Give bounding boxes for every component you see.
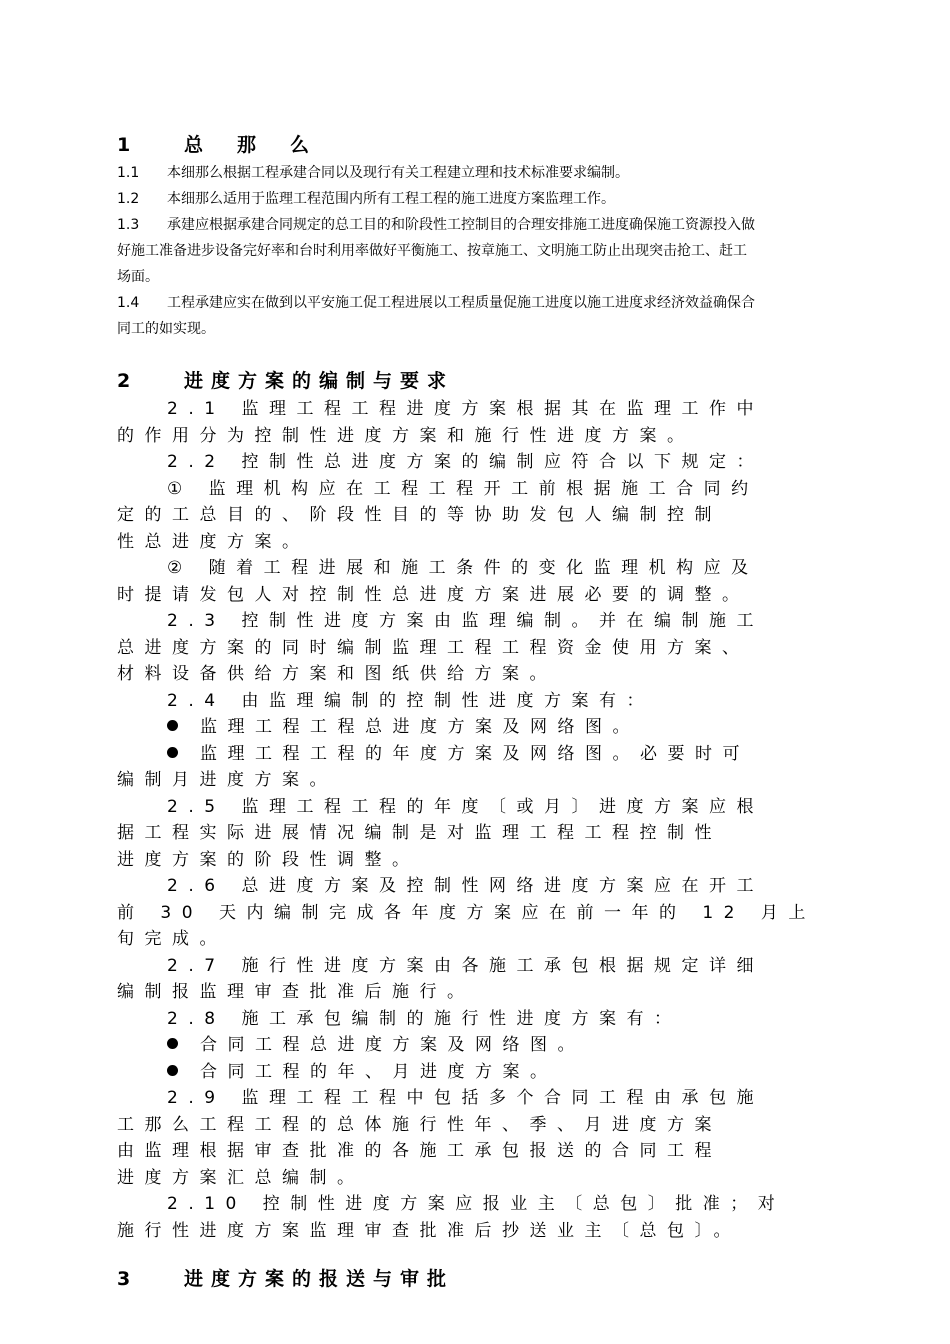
paragraph-text: 同工的如实现。 <box>117 321 215 337</box>
line-text: ① 监理机构应在工程工程开工前根据施工合同约 <box>167 478 759 499</box>
paragraph-line <box>117 1006 877 1033</box>
line-text: ② 随着工程进展和施工条件的变化监理机构应及 <box>167 558 759 578</box>
line-text: 时提请发包人对控制性总进度方案进展必要的调整。 <box>117 584 750 605</box>
paragraph-text: 场面。 <box>117 269 159 285</box>
paragraph-line <box>117 1218 877 1245</box>
line-text: 定的工总目的、阶段性目的等协助发包人编制控制 <box>117 505 722 525</box>
paragraph-line <box>117 688 877 715</box>
clause-number: 1.2 <box>117 191 140 207</box>
section-body <box>117 396 877 1244</box>
section-number: 3 <box>117 1268 131 1290</box>
paragraph-line <box>117 900 877 927</box>
line-text: 前 30 天内编制完成各年度方案应在前一年的 12 月上 <box>117 902 816 923</box>
section-heading <box>117 368 877 394</box>
paragraph-line <box>117 316 877 342</box>
line-text: 编制月进度方案。 <box>117 770 337 790</box>
clause-number: 1.3 <box>117 217 140 233</box>
line-text: 据工程实际进展情况编制是对监理工程工程控制性 <box>117 823 722 843</box>
line-text: 合同工程总进度方案及网络图。 <box>200 1035 585 1055</box>
line-text: 材料设备供给方案和图纸供给方案。 <box>117 664 557 684</box>
section-title: 进度方案的编制与要求 <box>184 370 455 392</box>
section-heading <box>117 132 877 158</box>
section-general <box>117 132 877 342</box>
paragraph-line <box>117 1085 877 1112</box>
bullet-icon <box>167 747 178 758</box>
paragraph-line <box>117 926 877 953</box>
bullet-icon <box>167 1065 178 1076</box>
paragraph-line <box>117 1165 877 1192</box>
paragraph-line <box>117 1138 877 1165</box>
line-text: 合同工程的年、月进度方案。 <box>200 1061 558 1082</box>
paragraph-text: 本细那么适用于监理工程范围内所有工程工程的施工进度方案监理工作。 <box>167 191 615 207</box>
paragraph-line <box>117 582 877 609</box>
bullet-item <box>117 1059 877 1086</box>
paragraph-line <box>117 555 877 582</box>
paragraph-line <box>117 979 877 1006</box>
bullet-icon <box>167 1038 178 1049</box>
line-text: 监理工程工程的年度方案及网络图。必要时可 <box>200 743 750 764</box>
line-text: 2.2 控制性总进度方案的编制应符合以下规定： <box>167 452 764 472</box>
paragraph-line <box>117 396 877 423</box>
paragraph-line <box>117 794 877 821</box>
bullet-icon <box>167 720 178 731</box>
section-body <box>117 160 877 342</box>
line-text: 2.10 控制性进度方案应报业主〔总包〕批准；对 <box>167 1194 786 1214</box>
line-text: 进度方案汇总编制。 <box>117 1167 365 1188</box>
line-text: 监理工程工程总进度方案及网络图。 <box>200 717 640 737</box>
paragraph-line <box>117 476 877 503</box>
line-text: 2.6 总进度方案及控制性网络进度方案应在开工 <box>167 876 764 896</box>
paragraph-line <box>117 238 877 264</box>
paragraph-line <box>117 608 877 635</box>
paragraph-line <box>117 160 877 186</box>
paragraph-line <box>117 1112 877 1139</box>
line-text: 2.9 监理工程工程中包括多个合同工程由承包施 <box>167 1088 764 1108</box>
paragraph-line <box>117 290 877 316</box>
line-text: 的作用分为控制性进度方案和施行性进度方案。 <box>117 425 695 446</box>
section-title: 总那么 <box>184 134 344 156</box>
paragraph-line <box>117 767 877 794</box>
line-text: 工那么工程工程的总体施行性年、季、月进度方案 <box>117 1114 722 1135</box>
line-text: 旬完成。 <box>117 929 227 949</box>
line-text: 2.5 监理工程工程的年度〔或月〕进度方案应根 <box>167 796 764 817</box>
clause-number: 1.4 <box>117 295 140 311</box>
paragraph-line <box>117 820 877 847</box>
bullet-item <box>117 714 877 741</box>
line-text: 编制报监理审查批准后施行。 <box>117 982 475 1002</box>
line-text: 施行性进度方案监理审查批准后抄送业主〔总包〕。 <box>117 1220 741 1241</box>
paragraph-line <box>117 661 877 688</box>
line-text: 总进度方案的同时编制监理工程工程资金使用方案、 <box>117 637 750 658</box>
clause-number: 1.1 <box>117 165 140 181</box>
section-submission <box>117 1266 877 1294</box>
paragraph-line <box>117 502 877 529</box>
section-heading <box>117 1266 877 1292</box>
section-progress-plan <box>117 368 877 1244</box>
paragraph-text: 工程承建应实在做到以平安施工促工程进展以工程质量促施工进度以施工进度求经济效益确保合 <box>167 295 755 311</box>
section-title: 进度方案的报送与审批 <box>184 1268 455 1290</box>
bullet-item <box>117 1032 877 1059</box>
paragraph-line <box>117 212 877 238</box>
paragraph-line <box>117 449 877 476</box>
paragraph-line <box>117 1191 877 1218</box>
paragraph-line <box>117 635 877 662</box>
paragraph-line <box>117 264 877 290</box>
line-text: 进度方案的阶段性调整。 <box>117 849 420 870</box>
line-text: 性总进度方案。 <box>117 531 310 552</box>
paragraph-text: 本细那么根据工程承建合同以及现行有关工程建立理和技术标准要求编制。 <box>167 165 629 181</box>
paragraph-line <box>117 186 877 212</box>
paragraph-line <box>117 529 877 556</box>
section-number: 2 <box>117 370 131 392</box>
line-text: 由监理根据审查批准的各施工承包报送的合同工程 <box>117 1141 722 1161</box>
line-text: 2.8 施工承包编制的施行性进度方案有： <box>167 1008 682 1029</box>
paragraph-line <box>117 953 877 980</box>
paragraph-text: 好施工准备进步设备完好率和台时利用率做好平衡施工、按章施工、文明施工防止出现突击抢工、赶工 <box>117 243 747 259</box>
line-text: 2.3 控制性进度方案由监理编制。并在编制施工 <box>167 611 764 631</box>
paragraph-line <box>117 873 877 900</box>
line-text: 2.1 监理工程工程进度方案根据其在监理工作中 <box>167 399 764 419</box>
paragraph-line <box>117 423 877 450</box>
line-text: 2.7 施行性进度方案由各施工承包根据规定详细 <box>167 955 764 976</box>
paragraph-line <box>117 847 877 874</box>
bullet-item <box>117 741 877 768</box>
paragraph-text: 承建应根据承建合同规定的总工目的和阶段性工控制目的合理安排施工进度确保施工资源投入做 <box>167 217 755 233</box>
section-number: 1 <box>117 134 131 156</box>
line-text: 2.4 由监理编制的控制性进度方案有： <box>167 690 654 711</box>
